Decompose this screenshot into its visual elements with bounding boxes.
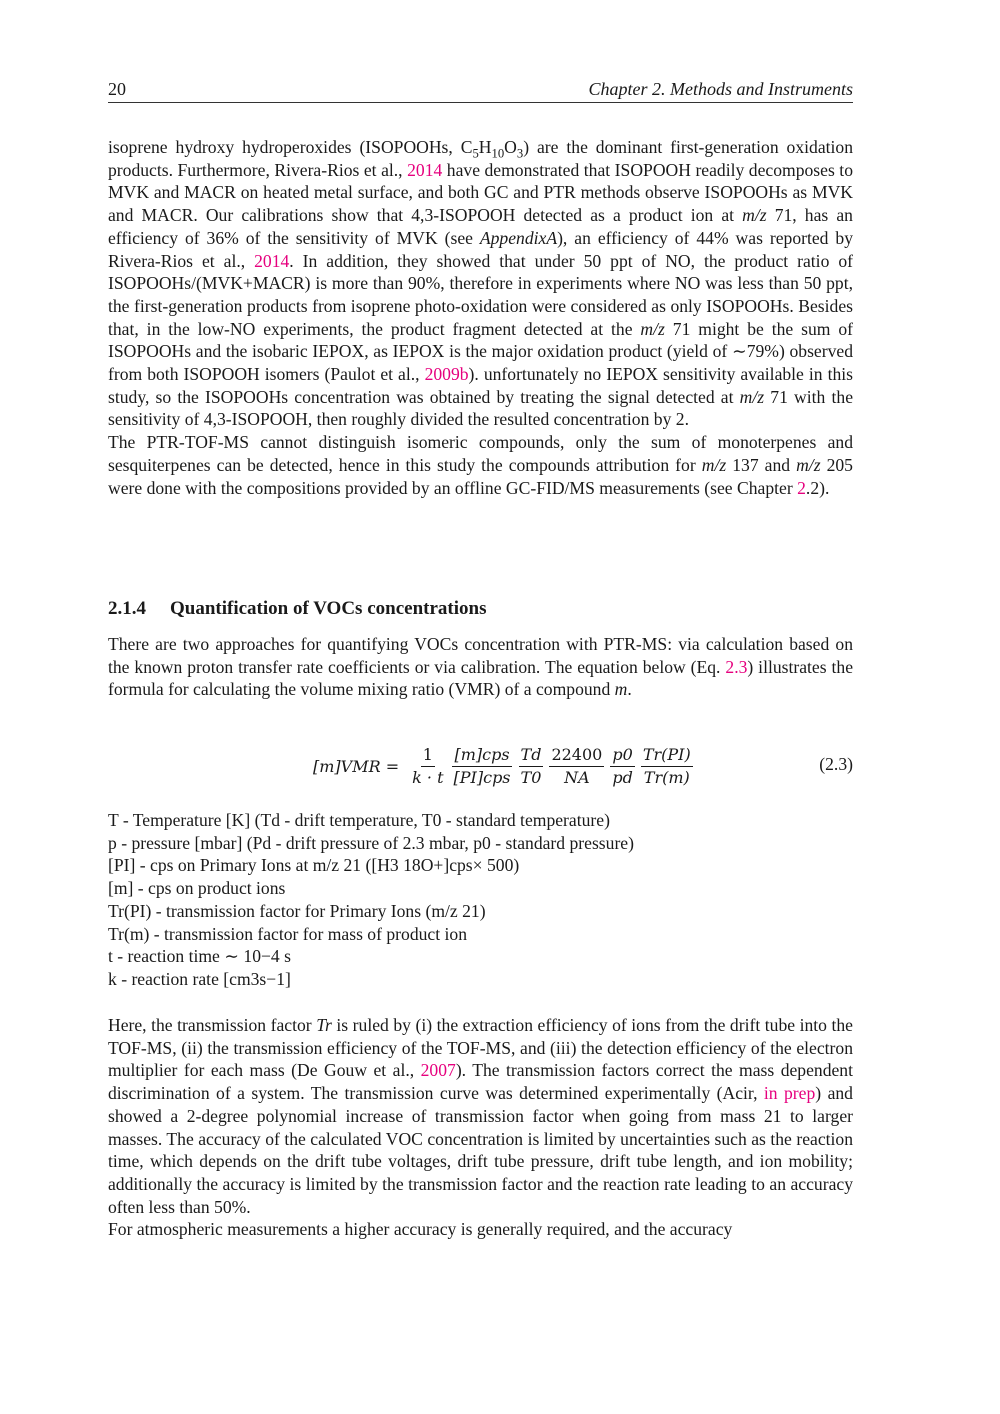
body-text-bottom bbox=[108, 1014, 853, 1241]
fraction-pressure: $\frac{p0}{pd}$ bbox=[612, 744, 633, 787]
definition-item: Tr(m) - transmission factor for mass of product ion bbox=[108, 923, 467, 944]
running-header bbox=[108, 78, 853, 103]
fraction-temperature: $\frac{Td}{T0}$ bbox=[520, 744, 542, 787]
paragraph-approaches: There are two approaches for quantifying VOCs concentration with PTR-MS: via calculation based on the known proton transfer rate coefficients or via calibration. The equation below (Eq. 2.3) illustrates the formula for calculating the volume mixing ratio (VMR) of a compound m. bbox=[108, 634, 854, 700]
citation-link[interactable]: 2014 bbox=[254, 250, 290, 271]
section-number: 2.1.4 bbox=[108, 598, 146, 619]
section-title: Quantification of VOCs concentrations bbox=[170, 598, 487, 619]
page-number: 20 bbox=[108, 79, 126, 99]
equation-body bbox=[313, 736, 696, 796]
paragraph-accuracy: For atmospheric measurements a higher accuracy is generally required, and the accuracy bbox=[108, 1219, 733, 1240]
citation-link[interactable]: 2014 bbox=[407, 159, 443, 180]
definition-item: T - Temperature [K] (Td - drift temperature, T0 - standard temperature) bbox=[108, 810, 610, 830]
variable-definitions bbox=[108, 809, 853, 991]
equation-lhs: [m]VMR = bbox=[313, 756, 400, 776]
definition-item: Tr(PI) - transmission factor for Primary Ions (m/z 21) bbox=[108, 900, 486, 921]
definition-item: p - pressure [mbar] (Pd - drift pressure of 2.3 mbar, p0 - standard pressure) bbox=[108, 832, 634, 853]
chapter-title: Chapter 2. Methods and Instruments bbox=[588, 79, 853, 99]
fraction-avogadro: $\frac{22400}{NA}$ bbox=[551, 744, 603, 787]
section-heading bbox=[108, 597, 486, 621]
definition-item: t - reaction time ∼ 10−4 s bbox=[108, 946, 291, 967]
fraction-transmission: $\frac{Tr(PI)}{Tr(m)}$ bbox=[642, 744, 691, 787]
fraction-cps: $\frac{\text{[m]cps}}{\text{[PI]cps}}$ bbox=[453, 744, 511, 787]
definition-item: [m] - cps on product ions bbox=[108, 878, 286, 899]
body-text-intro bbox=[108, 633, 853, 701]
definition-item: [PI] - cps on Primary Ions at m/z 21 ([H3 18O+]cps× 500) bbox=[108, 855, 520, 876]
fraction-rate: $\frac{1}{k \cdot t}$ bbox=[412, 744, 444, 787]
appendix-reference: AppendixA bbox=[479, 227, 558, 248]
citation-link[interactable]: 2009b bbox=[424, 364, 469, 385]
chapter-link[interactable]: 2 bbox=[797, 477, 806, 498]
body-text-top bbox=[108, 136, 853, 499]
equation-link[interactable]: 2.3 bbox=[725, 656, 748, 677]
citation-link[interactable]: in prep bbox=[763, 1083, 816, 1104]
paragraph-transmission: Here, the transmission factor Tr is ruled by (i) the extraction efficiency of ions from the drift tube into the TOF-MS, (ii) the transmission efficiency of the TOF-MS, and (iii) the detection efficiency of the electron multiplier for each mass (De Gouw et al., 2007). The transmission factors correct the mass dependent discrimination of a system. The transmission curve was determined experimentally (Acir, in prep) and showed a 2-degree polynomial increase of transmission factor when going from mass 21 to larger masses. The accuracy of the calculated VOC concentration is limited by uncertainties such as the reaction time, which depends on the drift tube voltages, drift tube pressure, drift tube length, and ion mobility; additionally the accuracy is limited by the transmission factor and the reaction rate leading to an accuracy often less than 50%. bbox=[108, 1015, 853, 1217]
definition-item: k - reaction rate [cm3s−1] bbox=[108, 968, 291, 989]
equation-vmr bbox=[108, 736, 853, 796]
citation-link[interactable]: 2007 bbox=[420, 1060, 456, 1081]
equation-number: (2.3) bbox=[819, 754, 853, 774]
paragraph-isopooh: isoprene hydroxy hydroperoxides (ISOPOOHs, $C_5H_{10}O_3$) are the dominant first-generation oxidation products. Furthermore, Rivera-Rios et al., 2014 have demonstrated that ISOPOOH readily decomposes to MVK and MACR on heated metal surface, and both GC and PTR methods observe ISOPOOHs as MVK and MACR. Our calibrations show that 4,3-ISOPOOH detected as a product ion at m/z 71, has an efficiency of 36% of the sensitivity of MVK (see AppendixA), an efficiency of 44% was reported by Rivera-Rios et al., 2014. In addition, they showed that under 50 ppt of NO, the product ratio of ISOPOOHs/(MVK+MACR) is more than 90%, therefore in experiments where NO was less than 50 ppt, the first-generation products from isoprene photo-oxidation were considered as only ISOPOOHs. Besides that, in the low-NO experiments, the product fragment detected at the m/z 71 might be the sum of ISOPOOHs and the isobaric IEPOX, as IEPOX is the major oxidation product (yield of ∼79%) observed from both ISOPOOH isomers (Paulot et al., 2009b). unfortunately no IEPOX sensitivity available in this study, so the ISOPOOHs concentration was obtained by treating the signal detected at m/z 71 with the sensitivity of 4,3-ISOPOOH, then roughly divided the resulted concentration by 2. bbox=[108, 137, 854, 430]
paragraph-isomers: The PTR-TOF-MS cannot distinguish isomeric compounds, only the sum of monoterpenes and sesquiterpenes can be detected, hence in this study the compounds attribution for m/z 137 and m/z 205 were done with the compositions provided by an offline GC-FID/MS measurements (see Chapter 2.2). bbox=[108, 432, 853, 498]
